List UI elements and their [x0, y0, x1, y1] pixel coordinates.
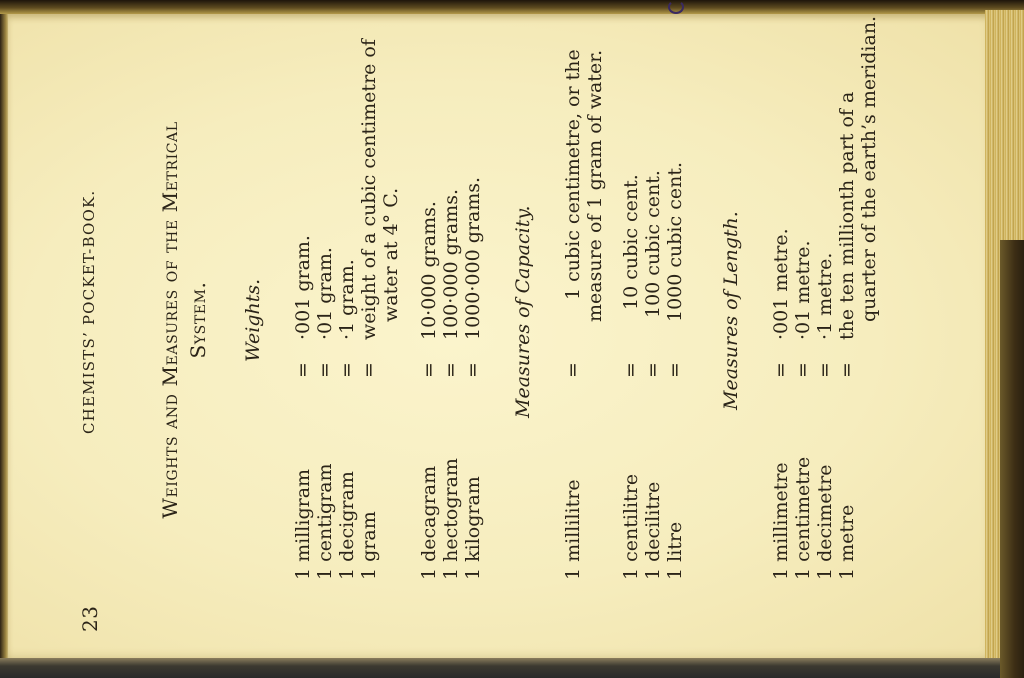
- unit-value: 100·000 grams.: [440, 189, 462, 340]
- capacity-heading: Measures of Capacity.: [512, 205, 534, 418]
- unit-term: 1 milligram: [292, 468, 314, 580]
- unit-term: 1 decilitre: [642, 481, 664, 580]
- equals-sign: =: [336, 362, 358, 378]
- unit-value-continued: water at 4° C.: [380, 187, 402, 322]
- equals-sign: =: [770, 362, 792, 378]
- unit-term: 1 hectogram: [440, 458, 462, 580]
- unit-term: 1 decagram: [418, 465, 440, 580]
- unit-value: ·1 gram.: [336, 259, 358, 340]
- unit-value: 1 cubic centimetre, or the: [562, 49, 584, 300]
- section-title: [156, 90, 212, 550]
- page-stack-shadow: [1000, 240, 1024, 678]
- equals-sign: =: [836, 362, 858, 378]
- unit-term: 1 centigram: [314, 463, 336, 580]
- unit-value: 1000·000 grams.: [462, 176, 484, 340]
- equals-sign: =: [620, 362, 642, 378]
- page-text: [30, 0, 930, 640]
- equals-sign: =: [642, 362, 664, 378]
- page-number: 23: [78, 605, 102, 632]
- unit-term: 1 metre: [836, 504, 858, 580]
- unit-term: 1 decigram: [336, 471, 358, 580]
- equals-sign: =: [440, 362, 462, 378]
- unit-term: 1 decimetre: [814, 464, 836, 580]
- equals-sign: =: [792, 362, 814, 378]
- equals-sign: =: [314, 362, 336, 378]
- unit-value: ·01 metre.: [792, 240, 814, 340]
- unit-value-continued: quarter of the earth’s meridian.: [858, 15, 880, 322]
- unit-value: ·001 metre.: [770, 228, 792, 340]
- unit-value: 10·000 grams.: [418, 201, 440, 340]
- length-heading: Measures of Length.: [720, 211, 742, 410]
- equals-sign: =: [292, 362, 314, 378]
- equals-sign: =: [358, 362, 380, 378]
- unit-term: 1 litre: [664, 521, 686, 580]
- unit-value: the ten millionth part of a: [836, 91, 858, 340]
- equals-sign: =: [562, 362, 584, 378]
- unit-term: 1 kilogram: [462, 476, 484, 580]
- running-head: [78, 0, 104, 640]
- running-title: CHEMISTS’ POCKET-BOOK.: [80, 189, 98, 434]
- unit-term: 1 centilitre: [620, 473, 642, 580]
- equals-sign: =: [664, 362, 686, 378]
- unit-value: 100 cubic cent.: [642, 170, 664, 318]
- weights-heading: Weights.: [242, 278, 264, 362]
- book-bottom-edge: [0, 658, 1000, 678]
- equals-sign: =: [418, 362, 440, 378]
- equals-sign: =: [814, 362, 836, 378]
- unit-term: 1 gram: [358, 511, 380, 580]
- unit-value: weight of a cubic centimetre of: [358, 39, 380, 340]
- unit-value: 1000 cubic cent.: [664, 162, 686, 322]
- unit-value-continued: measure of 1 gram of water.: [584, 49, 606, 322]
- unit-term: 1 millilitre: [562, 479, 584, 580]
- unit-value: 10 cubic cent.: [620, 174, 642, 310]
- equals-sign: =: [462, 362, 484, 378]
- unit-value: ·01 gram.: [314, 247, 336, 340]
- unit-value: ·001 gram.: [292, 235, 314, 340]
- unit-term: 1 centimetre: [792, 456, 814, 580]
- unit-term: 1 millimetre: [770, 462, 792, 580]
- section-title-line-1: Weights and Measures of the Metrical: [158, 121, 182, 519]
- unit-value: ·1 metre.: [814, 252, 836, 340]
- section-title-line-2: System.: [186, 281, 210, 359]
